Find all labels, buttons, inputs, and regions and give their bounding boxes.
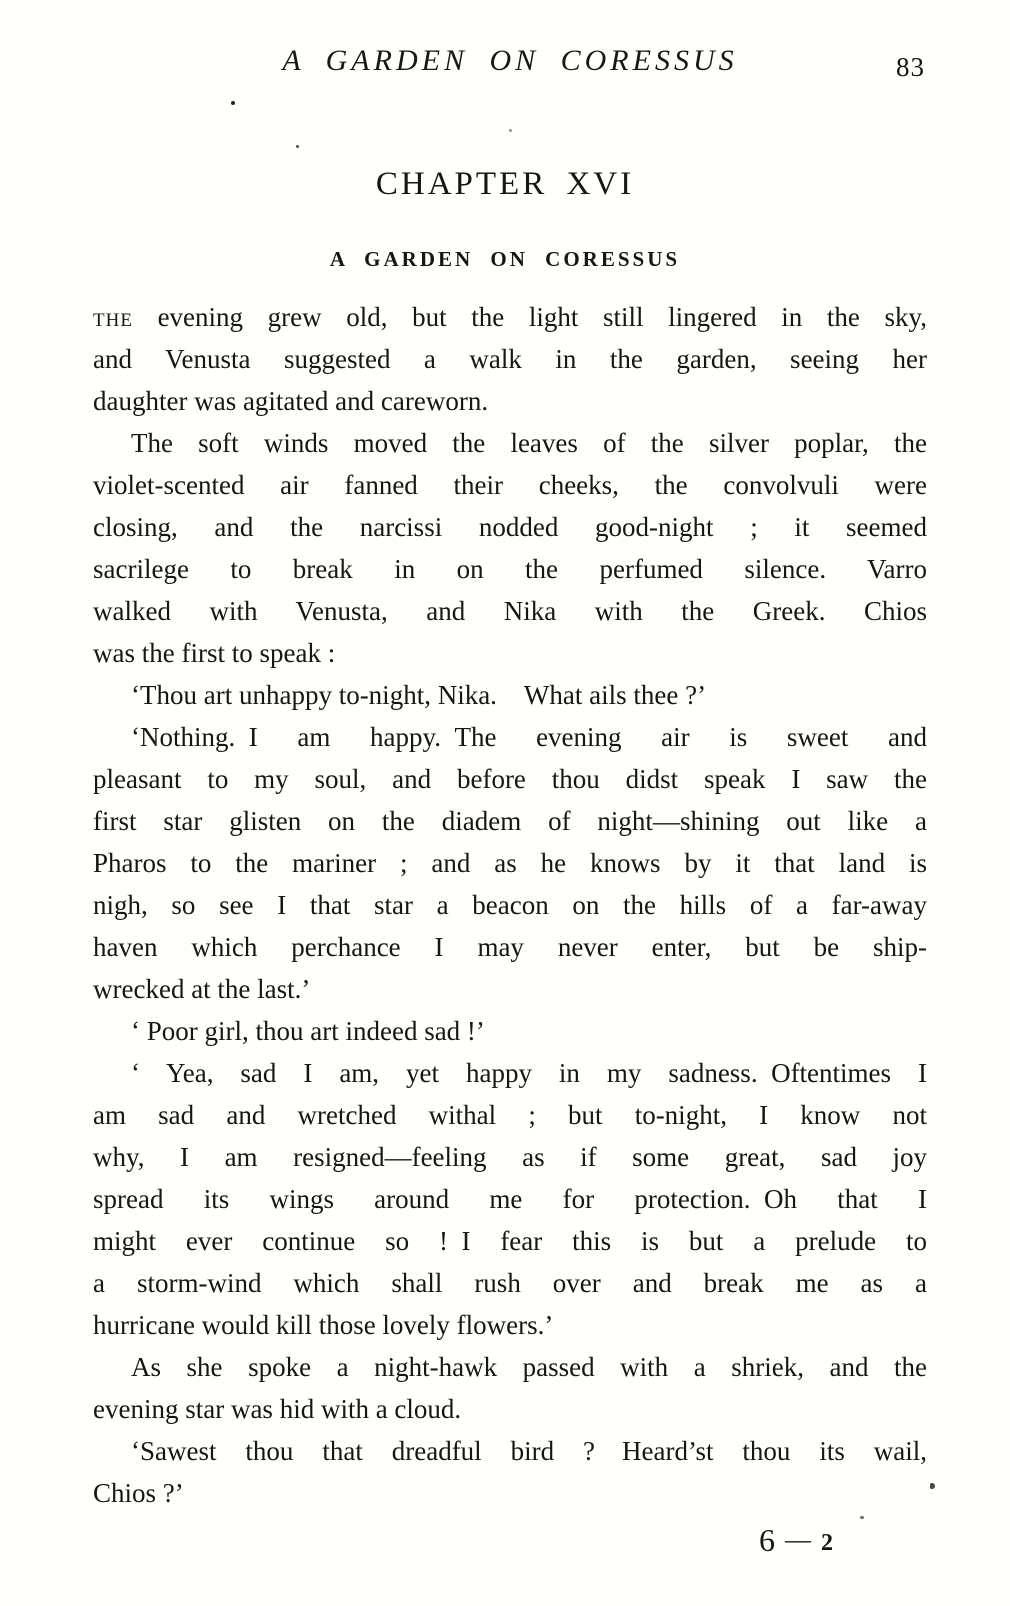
signature-number: 6 xyxy=(759,1522,776,1558)
paragraph xyxy=(93,422,927,674)
paragraph xyxy=(93,1010,927,1052)
text-line: hurricane would kill those lovely flowers.’ xyxy=(93,1310,554,1340)
text-line: violet-scented air fanned their cheeks, the convolvuli were xyxy=(93,470,927,500)
text-line: am sad and wretched withal ; but to-night, I know not xyxy=(93,1100,927,1130)
section-heading: A GARDEN ON CORESSUS xyxy=(329,247,681,271)
paragraph xyxy=(93,674,927,716)
text-line: why, I am resigned—feeling as if some great, sad joy xyxy=(93,1142,927,1172)
signature-subnumber: 2 xyxy=(821,1530,834,1556)
text-line: ‘Sawest thou that dreadful bird ? Heard’st thou its wail, xyxy=(131,1436,927,1466)
scan-speck xyxy=(231,101,235,105)
text-line: The soft winds moved the leaves of the silver poplar, the xyxy=(131,428,927,458)
text-line: pleasant to my soul, and before thou didst speak I saw the xyxy=(93,764,927,794)
text-line: a storm-wind which shall rush over and break me as a xyxy=(93,1268,927,1298)
text-line: Pharos to the mariner ; and as he knows by it that land is xyxy=(93,848,927,878)
text-line: ‘ Poor girl, thou art indeed sad !’ xyxy=(131,1016,485,1046)
text-line: haven which perchance I may never enter, but be ship- xyxy=(93,932,927,962)
page-number: 83 xyxy=(896,52,925,82)
text-line: daughter was agitated and careworn. xyxy=(93,386,489,416)
text-line: spread its wings around me for protection. Oh that I xyxy=(93,1184,927,1214)
printer-signature-mark xyxy=(759,1522,834,1559)
text-line: ‘Nothing. I am happy. The evening air is sweet and xyxy=(131,722,927,752)
paragraph xyxy=(93,296,927,422)
body-text xyxy=(93,296,927,1514)
paragraph xyxy=(93,1346,927,1430)
text-line: wrecked at the last.’ xyxy=(93,974,311,1004)
text-line: Chios ?’ xyxy=(93,1478,184,1508)
scan-speck xyxy=(296,145,299,148)
chapter-heading: CHAPTER XVI xyxy=(375,166,635,202)
text-line: As she spoke a night-hawk passed with a shriek, and the xyxy=(131,1352,927,1382)
text-line: ‘Thou art unhappy to-night, Nika. What ails thee ?’ xyxy=(131,680,707,710)
text-line: sacrilege to break in on the perfumed silence. Varro xyxy=(93,554,927,584)
text-line: closing, and the narcissi nodded good-night ; it seemed xyxy=(93,512,927,542)
lead-small-caps: the xyxy=(93,302,133,332)
paragraph xyxy=(93,1430,927,1514)
text-line: evening star was hid with a cloud. xyxy=(93,1394,462,1424)
scan-speck xyxy=(509,129,512,132)
text-line: was the first to speak : xyxy=(93,638,336,668)
scan-speck xyxy=(930,1483,935,1489)
paragraph xyxy=(93,716,927,1010)
text-line: nigh, so see I that star a beacon on the hills of a far-away xyxy=(93,890,927,920)
text-line: and Venusta suggested a walk in the garden, seeing her xyxy=(93,344,927,374)
signature-dash: — xyxy=(785,1525,812,1554)
text-line: might ever continue so ! I fear this is but a prelude to xyxy=(93,1226,927,1256)
scan-speck xyxy=(860,1516,864,1519)
text-line: walked with Venusta, and Nika with the Greek. Chios xyxy=(93,596,927,626)
running-header xyxy=(93,44,927,84)
text-line: first star glisten on the diadem of night—shining out like a xyxy=(93,806,927,836)
paragraph xyxy=(93,1052,927,1346)
text-line: the evening grew old, but the light still lingered in the sky, xyxy=(93,302,927,332)
running-title: A GARDEN ON CORESSUS xyxy=(282,44,738,77)
text-line: ‘ Yea, sad I am, yet happy in my sadness. Oftentimes I xyxy=(131,1058,927,1088)
